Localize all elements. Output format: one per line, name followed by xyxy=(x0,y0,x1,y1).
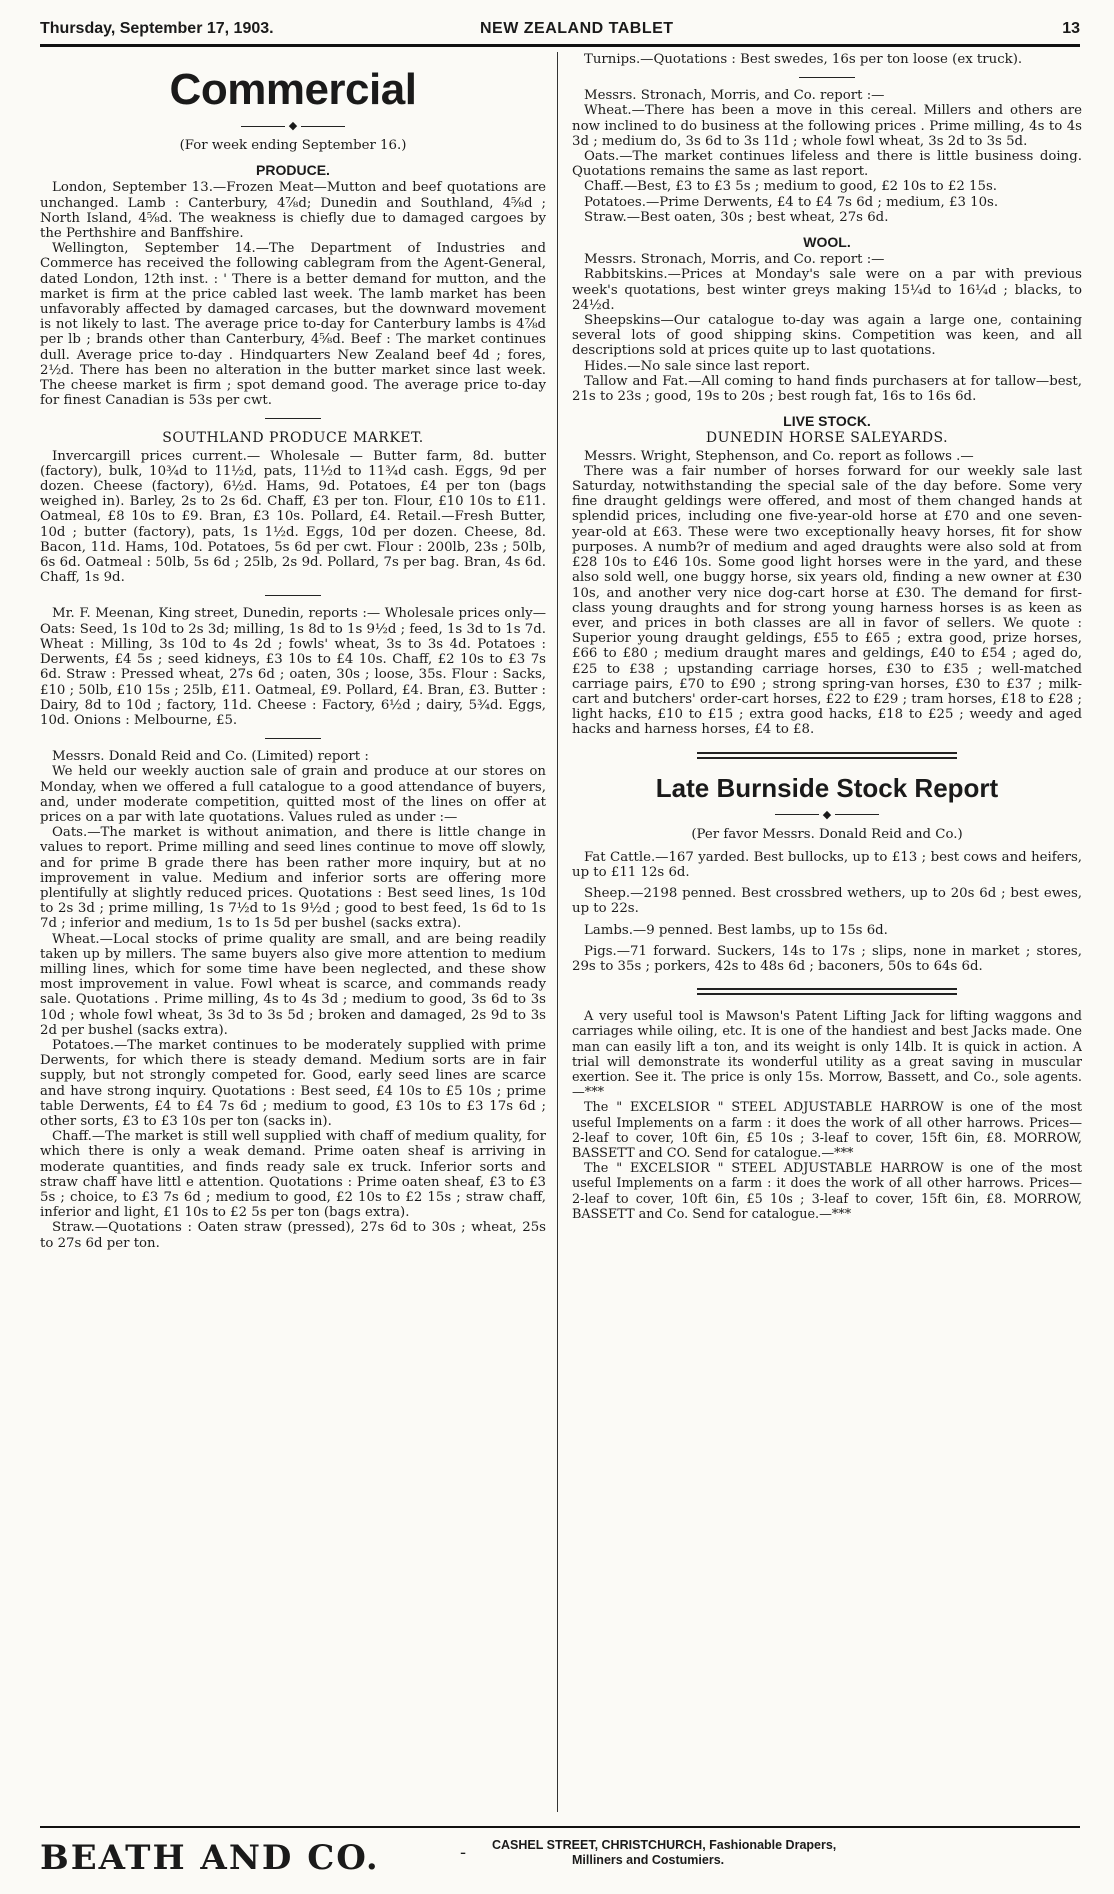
produce-heading: PRODUCE. xyxy=(256,162,330,179)
turnips-paragraph: Turnips.—Quotations : Best swedes, 16s per ton loose (ex truck). xyxy=(584,52,1023,67)
wool-sheepskins: Sheepskins—Our catalogue to-day was again a large one, containing several lots of good shipping skins. Competition was keen, and all descriptions sold at prices quite up to last quotations. xyxy=(572,313,1082,359)
ad-lifting-jack: A very useful tool is Mawson's Patent Lifting Jack for lifting waggons and carriages while oiling, etc. It is one of the handiest and best Jacks made. One man can easily lift a ton, and its weight is only 14lb. It is quick in action. A trial will demonstrate its wonderful utility as a great saving in muscular exertion. See it. The price is only 15s. Morrow, Bassett, and Co., sole agents.—*** xyxy=(572,1009,1082,1101)
ornament-divider: ◆ xyxy=(40,120,546,132)
wool-intro: Messrs. Stronach, Morris, and Co. report :— xyxy=(584,252,885,268)
column-rule xyxy=(557,52,558,1812)
stronach-oats: Oats.—The market continues lifeless and there is little business doing. Quotations remains the same as last report. xyxy=(572,149,1082,180)
southland-paragraph: Invercargill prices current.— Wholesale — Butter farm, 8d. butter (factory), bulk, 10¾d to 11½d, pats, 11½d to 11¾d cash. Eggs, 9d per dozen. Cheese (factory), 6½d. Hams, 9d. Potatoes, £4 per ton (bags weighed in). Barley, 2s to 2s 6d. Chaff, £3 per ton. Flour, £10 10s to £11. Oatmeal, £8 10s to £9. Bran, £3 10s. Pollard, £4. Retail.—Fresh Butter, 10d ; butter (factory), pats, 1s 1½d. Eggs, 10d per dozen. Cheese, 8d. Bacon, 11d. Hams, 10d. Potatoes, 5s 6d per cwt. Flour : 200lb, 23s ; 50lb, 6s 6d. Oatmeal : 50lb, 5s 6d ; 25lb, 2s 9d. Pollard, 7s per bag. Bran, 4s 6d. Chaff, 1s 9d. xyxy=(40,448,546,586)
section-rule xyxy=(697,988,957,995)
stronach-chaff: Chaff.—Best, £3 to £3 5s ; medium to good, £2 10s to £2 15s. xyxy=(584,179,998,195)
reid-oats: Oats.—The market is without animation, and there is little change in values to report. Prime milling and seed lines continue to move off slowly, and for prime B grade there has been rather more inquiry, but at no improvement in value. Medium and inferior sorts are offering more plentifully at slightly reduced prices. Quotations : Best seed lines, 1s 10d to 2s 3d ; prime milling, 1s 7½d to 1s 9½d ; good to best feed, 1s 6d to 1s 7d ; inferior and medium, 1s to 1s 5d per bushel (sacks extra). xyxy=(40,825,546,932)
paper-name: NEW ZEALAND TABLET xyxy=(480,20,674,37)
section-rule xyxy=(697,752,957,759)
wool-rabbitskins: Rabbitskins.—Prices at Monday's sale were on a par with previous week's quotations, best winter greys making 15¼d to 16¼d ; blacks, to 24½d. xyxy=(572,267,1082,313)
divider xyxy=(265,738,321,739)
ad-harrow-2: The " EXCELSIOR " STEEL ADJUSTABLE HARROW is one of the most useful Implements on a farm : it does the work of all other harrows. Prices—2-leaf to cover, 10ft 6in, £5 10s ; 3-leaf to cover, 15ft 6in, £8. MORROW, BASSETT and Co. Send for catalogue.—*** xyxy=(572,1161,1082,1222)
reid-straw: Straw.—Quotations : Oaten straw (pressed), 27s 6d to 30s ; wheat, 25s to 27s 6d per ton. xyxy=(40,1220,546,1251)
burnside-sheep: Sheep.—2198 penned. Best crossbred wethers, up to 20s 6d ; best ewes, up to 22s. xyxy=(572,886,1082,917)
horse-saleyards-heading: DUNEDIN HORSE SALEYARDS. xyxy=(705,430,949,447)
address-line-1: CASHEL STREET, CHRISTCHURCH, Fashionable Drapers, xyxy=(492,1838,837,1852)
ad-harrow-1: The " EXCELSIOR " STEEL ADJUSTABLE HARROW is one of the most useful Implements on a farm : it does the work of all other harrows. Prices—2-leaf to cover, 10ft 6in, £5 10s ; 3-leaf to cover, 15ft 6in, £8. MORROW, BASSETT and CO. Send for catalogue.—*** xyxy=(572,1100,1082,1161)
horse-intro: Messrs. Wright, Stephenson, and Co. report as follows .— xyxy=(584,448,974,464)
london-paragraph: London, September 13.—Frozen Meat—Mutton and beef quotations are unchanged. Lamb : Canterbury, 4⅞d; Dunedin and Southland, 4⅝d ; North Island, 4⅝d. The weakness is chiefly due to damaged cargoes by the Perthshire and Banffshire. xyxy=(40,180,546,242)
stronach-wheat: Wheat.—There has been a move in this cereal. Millers and others are now inclined to do business at the following prices . Prime milling, 4s to 4s 3d ; medium do, 3s 6d to 3s 11d ; whole fowl wheat, 3s 2d to 3s 5d. xyxy=(572,103,1082,149)
shop-name: BEATH AND CO. xyxy=(40,1838,380,1878)
shop-address xyxy=(492,1838,836,1868)
burnside-cattle: Fat Cattle.—167 yarded. Best bullocks, up to £13 ; best cows and heifers, up to £11 12s 6d. xyxy=(572,849,1082,880)
stronach-intro: Messrs. Stronach, Morris, and Co. report :— xyxy=(584,88,885,104)
divider xyxy=(265,595,321,596)
page-number: 13 xyxy=(1062,20,1080,37)
divider xyxy=(265,418,321,419)
address-line-2: Milliners and Costumiers. xyxy=(572,1853,725,1867)
burnside-subtitle: (Per favor Messrs. Donald Reid and Co.) xyxy=(691,826,963,842)
masthead xyxy=(40,14,1080,47)
left-column xyxy=(40,52,546,1822)
stronach-straw: Straw.—Best oaten, 30s ; best wheat, 27s 6d. xyxy=(584,209,889,225)
horse-report: There was a fair number of horses forward for our weekly sale last Saturday, notwithstanding the special sale of the day before. Some very fine draught geldings were offered, and most of them changed hands at splendid prices, including one five-year-old horse at £70 and one seven-year-old at £63. These were two exceptionally heavy horses, fit for show purposes. A numb?r of medium and aged draughts were also sold at from £28 10s to £46 10s. Some good light horses were in the yard, and these also sold well, one buggy horse, six years old, finding a new owner at £30 10s, and another very nice dog-cart horse at £30. The demand for first-class young draughts and for strong young harness horses is as keen as ever, and prices in both classes are all in favor of sellers. We quote : Superior young draught geldings, £55 to £65 ; extra good, prize horses, £66 to £80 ; medium draught mares and geldings, £40 to £54 ; aged do, £25 to £38 ; upstanding carriage horses, £30 to £35 ; well-matched carriage pairs, £70 to £90 ; strong spring-van horses, £30 to £37 ; milk-cart and butchers' order-cart horses, £22 to £29 ; tram horses, £18 to £28 ; light hacks, £10 to £15 ; extra good hacks, £18 to £25 ; weedy and aged hacks and harness horses, £4 to £8. xyxy=(572,463,1082,738)
reid-potatoes: Potatoes.—The market continues to be moderately supplied with prime Derwents, for which there is steady demand. Medium sorts are in fair supply, but not strongly competed for. Good, early seed lines are scarce and have strong inquiry. Quotations : Best seed, £4 10s to £5 10s ; prime table Derwents, £4 to £4 7s 6d ; medium to good, £3 10s to £3 17s 6d ; other sorts, £3 to £3 10s per ton (sacks in). xyxy=(40,1037,546,1129)
section-subtitle: (For week ending September 16.) xyxy=(179,138,407,153)
reid-auction: We held our weekly auction sale of grain and produce at our stores on Monday, when we offered a full catalogue to a good attendance of buyers, and, under moderate competition, quitted most of the lines on offer at prices on a par with late quotations. Values ruled as under :— xyxy=(40,764,546,825)
wool-tallow: Tallow and Fat.—All coming to hand finds purchasers at for tallow—best, 21s to 23s ; good, 19s to 20s ; best rough fat, 16s to 16s 6d. xyxy=(572,373,1082,405)
ornament-divider: ◆ xyxy=(572,809,1082,821)
southland-heading: SOUTHLAND PRODUCE MARKET. xyxy=(162,430,424,447)
burnside-title: Late Burnside Stock Report xyxy=(655,772,999,803)
wool-hides: Hides.—No sale since last report. xyxy=(584,358,810,374)
footer-dash: - xyxy=(460,1842,467,1863)
right-column xyxy=(572,52,1082,1822)
stronach-potatoes: Potatoes.—Prime Derwents, £4 to £4 7s 6d ; medium, £3 10s. xyxy=(584,194,999,210)
divider xyxy=(799,77,855,78)
burnside-lambs: Lambs.—9 penned. Best lambs, up to 15s 6d. xyxy=(584,922,888,938)
livestock-heading: LIVE STOCK. xyxy=(783,413,871,430)
reid-wheat: Wheat.—Local stocks of prime quality are small, and are being readily taken up by millers. The same buyers also give more attention to medium milling lines, which for some time have been neglected, and these show most improvement in value. Fowl wheat is scarce, and commands ready sale. Quotations . Prime milling, 4s to 4s 3d ; medium to good, 3s 6d to 3s 10d ; whole fowl wheat, 3s 3d to 3s 5d ; broken and damaged, 2s 9d to 3s 2d per bushel (sacks extra). xyxy=(40,931,546,1038)
reid-chaff: Chaff.—The market is still well supplied with chaff of medium quality, for which there is only a weak demand. Prime oaten sheaf is arriving in moderate quantities, and finds ready sale ex truck. Inferior sorts and straw chaff have littl e attention. Quotations : Prime oaten sheaf, £3 to £3 5s ; choice, to £3 7s 6d ; medium to good, £2 10s to £2 15s ; straw chaff, inferior and light, £1 10s to £2 5s per ton (bags extra). xyxy=(40,1129,546,1221)
section-title: Commercial xyxy=(169,65,417,114)
wool-heading: WOOL. xyxy=(803,234,851,251)
reid-intro: Messrs. Donald Reid and Co. (Limited) report : xyxy=(52,749,369,765)
wellington-paragraph: Wellington, September 14.—The Department of Industries and Commerce has received the following cablegram from the Agent-General, dated London, 12th inst. : ' There is a better demand for mutton, and the market is firm at the price cabled last week. The lamb market has been unfavorably affected by damaged carcases, but the downward movement is not likely to last. The average price to-day for Canterbury lambs is 4⅞d per lb ; brands other than Canterbury, 4⅝d. Beef : The market continues dull. Average price to-day . Hindquarters New Zealand beef 4d ; fores, 2½d. There has been no alteration in the butter market since last week. The cheese market is firm ; spot demand good. The average price to-day for finest Canadian is 53s per cwt. xyxy=(40,241,546,409)
advertisements xyxy=(572,1009,1082,1222)
meenan-paragraph: Mr. F. Meenan, King street, Dunedin, reports :— Wholesale prices only—Oats: Seed, 1s 10d to 2s 3d; milling, 1s 8d to 1s 9½d ; feed, 1s 3d to 1s 7d. Wheat : Milling, 3s 10d to 4s 2d ; fowls' wheat, 3s to 3s 4d. Potatoes : Derwents, £4 5s ; seed kidneys, £3 10s to £4 10s. Chaff, £2 10s to £3 7s 6d. Straw : Pressed wheat, 27s 6d ; oaten, 30s ; loose, 35s. Flour : Sacks, £10 ; 50lb, £10 15s ; 25lb, £11. Oatmeal, £9. Pollard, £4. Bran, £3. Butter : Dairy, 8d to 10d ; factory, 11d. Cheese : Factory, 6½d ; dairy, 5¾d. Eggs, 10d. Onions : Melbourne, £5. xyxy=(40,606,546,728)
burnside-pigs: Pigs.—71 forward. Suckers, 14s to 17s ; slips, none in market ; stores, 29s to 35s ; porkers, 42s to 48s 6d ; baconers, 50s to 64s 6d. xyxy=(572,943,1082,974)
issue-date: Thursday, September 17, 1903. xyxy=(40,20,274,37)
footer-advert xyxy=(40,1826,1080,1876)
